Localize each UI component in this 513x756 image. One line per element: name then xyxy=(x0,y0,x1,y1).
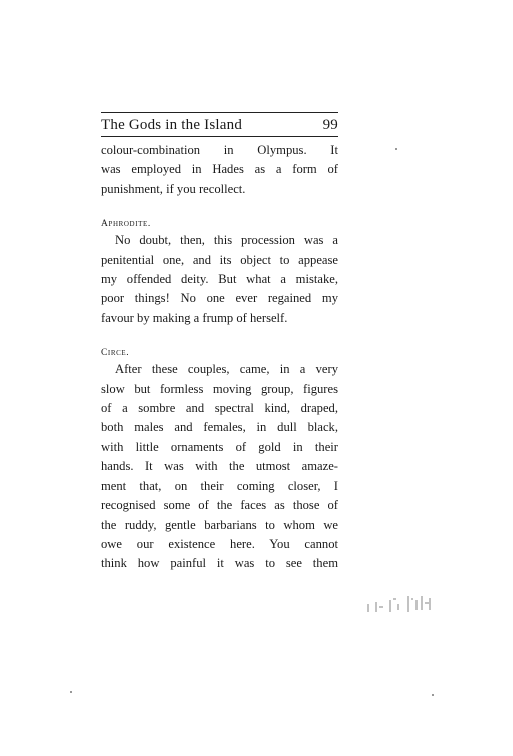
circe-speech xyxy=(101,360,338,573)
speaker-aphrodite: Aphrodite. xyxy=(101,219,151,230)
text-line: owe our existence here. You cannot xyxy=(101,536,338,551)
text-line: No doubt, then, this procession was a xyxy=(115,233,338,248)
text-line: favour by making a frump of herself. xyxy=(101,310,288,325)
text-line: penitential one, and its object to appease xyxy=(101,252,338,267)
text-line: the ruddy, gentle barbarians to whom we xyxy=(101,517,338,532)
text-line: was employed in Hades as a form of xyxy=(101,162,338,177)
text-line: poor things! No one ever regained my xyxy=(101,291,338,306)
text-line: colour-combination in Olympus. It xyxy=(101,143,338,157)
scan-speck xyxy=(395,148,397,150)
text-line: of a sombre and spectral kind, draped, xyxy=(101,401,338,416)
text-line: ment that, on their coming closer, I xyxy=(101,478,338,493)
text-line: my offended deity. But what a mistake, xyxy=(101,272,338,287)
running-header xyxy=(101,117,338,134)
text-line: After these couples, came, in a very xyxy=(115,362,338,377)
text-line: with little ornaments of gold in their xyxy=(101,439,338,454)
text-line: hands. It was with the utmost amaze- xyxy=(101,459,338,474)
running-title: The Gods in the Island xyxy=(101,117,243,133)
page-number: 99 xyxy=(322,117,338,133)
header-rule xyxy=(101,136,338,137)
top-rule xyxy=(101,112,338,113)
book-page xyxy=(101,112,338,574)
continued-paragraph xyxy=(101,141,338,199)
scan-smudge xyxy=(363,592,437,620)
speaker-circe: Circe. xyxy=(101,348,130,359)
text-line: both males and females, in dull black, xyxy=(101,420,338,435)
aphrodite-speech xyxy=(101,231,338,328)
text-line: think how painful it was to see them xyxy=(101,556,338,571)
text-line: slow but formless moving group, figures xyxy=(101,381,338,396)
text-line: recognised some of the faces as those of xyxy=(101,498,338,513)
scan-speck xyxy=(70,691,72,693)
scan-speck xyxy=(432,694,434,696)
text-line: punishment, if you recollect. xyxy=(101,181,246,196)
